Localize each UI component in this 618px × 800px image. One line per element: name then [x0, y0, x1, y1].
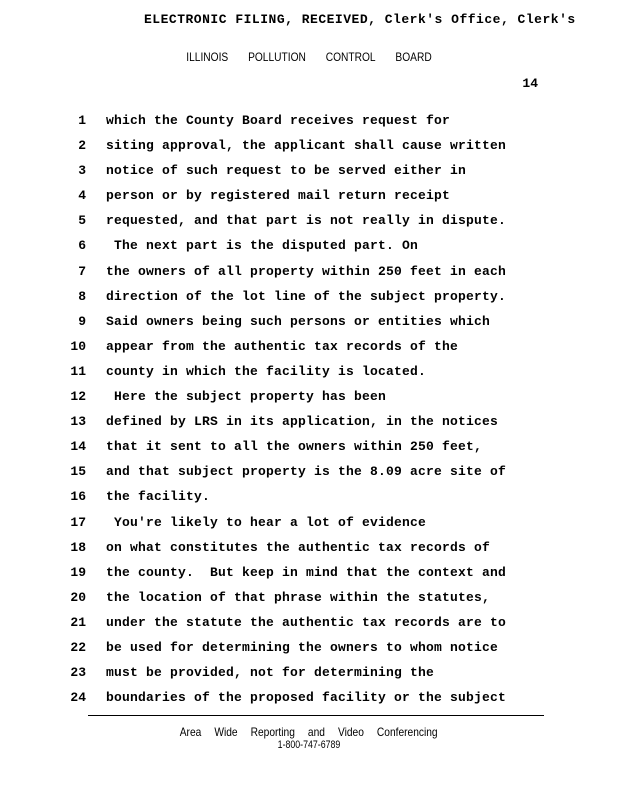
line-number: 14: [70, 439, 86, 455]
line-text: Here the subject property has been: [106, 389, 387, 405]
line-text: The next part is the disputed part. On: [106, 238, 419, 254]
line-text: defined by LRS in its application, in the notices: [106, 414, 499, 430]
line-number: 6: [78, 238, 86, 254]
line-text: that it sent to all the owners within 250 feet,: [106, 439, 483, 455]
line-text: requested, and that part is not really in dispute.: [106, 213, 507, 229]
line-text: county in which the facility is located.: [106, 363, 427, 379]
header-word: BOARD: [395, 50, 432, 64]
line-number: 9: [78, 313, 86, 329]
line-number: 12: [70, 389, 86, 405]
line-text: Said owners being such persons or entities which: [106, 313, 491, 329]
line-number: 15: [70, 464, 86, 480]
line-number: 17: [70, 514, 86, 530]
line-number: 20: [70, 589, 86, 605]
header-word: ILLINOIS: [186, 50, 229, 64]
line-number: 1: [78, 113, 86, 128]
line-text: appear from the authentic tax records of the: [106, 338, 459, 354]
line-number: 5: [78, 213, 86, 229]
page-footer: [0, 725, 618, 751]
footer-word: Wide: [214, 725, 238, 739]
line-number: 21: [70, 614, 86, 630]
line-number: 4: [78, 188, 86, 204]
line-number: 22: [70, 639, 86, 655]
footer-company: [175, 725, 443, 739]
line-text: the county. But keep in mind that the context and: [106, 564, 507, 580]
line-text: boundaries of the proposed facility or the subject: [106, 690, 507, 706]
line-text: which the County Board receives request for: [106, 113, 451, 128]
footer-word: Video: [338, 725, 365, 739]
filing-stamp: ELECTRONIC FILING, RECEIVED, Clerk's Office, Clerk's: [144, 12, 576, 27]
line-number: 19: [70, 564, 86, 580]
line-text: notice of such request to be served either in: [106, 163, 467, 179]
line-text: You're likely to hear a lot of evidence: [106, 514, 427, 530]
header-word: POLLUTION: [248, 50, 306, 64]
line-number: 8: [78, 288, 86, 304]
line-number: 16: [70, 489, 86, 505]
line-text: under the statute the authentic tax records are to: [106, 614, 507, 630]
line-text: direction of the lot line of the subject property.: [106, 288, 507, 304]
footer-phone: 1-800-747-6789: [277, 739, 341, 751]
line-text: the location of that phrase within the statutes,: [106, 589, 491, 605]
footer-word: Area: [180, 725, 202, 739]
line-text: siting approval, the applicant shall cause written: [106, 138, 507, 154]
line-number: 18: [70, 539, 86, 555]
line-number: 10: [70, 338, 86, 354]
line-number: 24: [70, 690, 86, 706]
footer-word: Reporting: [250, 725, 296, 739]
line-text: and that subject property is the 8.09 acre site of: [106, 464, 507, 480]
line-number: 23: [70, 665, 86, 681]
line-number: 7: [78, 263, 86, 279]
line-text: be used for determining the owners to whom notice: [106, 639, 499, 655]
page-header: [46, 50, 571, 64]
line-number: 11: [70, 363, 86, 379]
footer-divider: [88, 715, 544, 716]
header-word: CONTROL: [325, 50, 376, 64]
footer-word: and: [308, 725, 326, 739]
line-text: must be provided, not for determining the: [106, 665, 435, 681]
line-text: the owners of all property within 250 feet in each: [106, 263, 507, 279]
line-number: 2: [78, 138, 86, 154]
line-text: person or by registered mail return receipt: [106, 188, 451, 204]
footer-word: Conferencing: [377, 725, 438, 739]
line-number: 13: [70, 414, 86, 430]
line-number: 3: [78, 163, 86, 179]
page-number: 14: [522, 76, 538, 91]
line-text: the facility.: [106, 489, 211, 505]
line-text: on what constitutes the authentic tax records of: [106, 539, 491, 555]
